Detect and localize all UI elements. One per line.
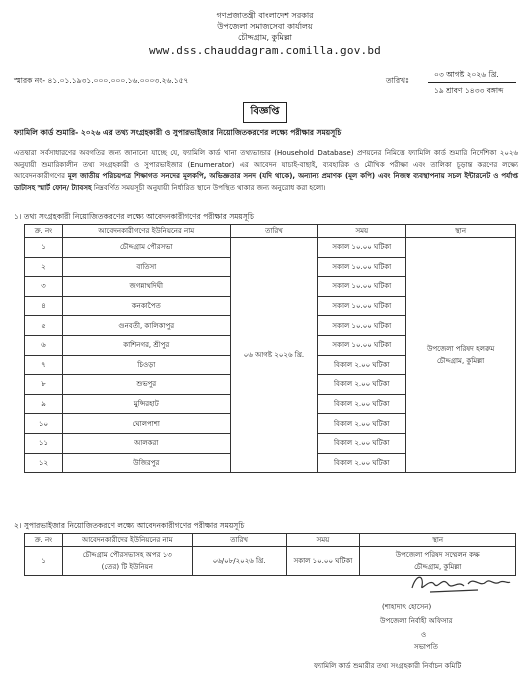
- cell-serial: ১১: [25, 433, 63, 453]
- cell-venue-line1: উপজেলা পরিষদ সম্মেলন কক্ষ: [395, 551, 480, 559]
- cell-union: চিওড়া: [62, 355, 230, 375]
- memo-number: স্মারক নং- ৪১.০১.১৯৩১.০০০.০০০.১৬.০০০৩.২৬.১৫৭: [14, 76, 189, 85]
- section1-title: ১। তথ্য সংগ্রহকারী নিয়োজিতকরণের লক্ষ্যে আবেদনকারীগণের পরীক্ষার সময়সূচি: [14, 212, 255, 221]
- cell-date: ০৬/০৮/২০২৬ খ্রি.: [192, 547, 286, 576]
- cell-serial: ১: [25, 238, 63, 258]
- cell-time: সকাল ১০.০০ ঘটিকা: [318, 277, 406, 297]
- paragraph-part1: এতদ্বারা সর্বসাধারণের অবগতির জন্য জানানো যাচ্ছে যে, ফ্যামিলি কার্ড খানা তথ্যভান্ডার (Household Database) প্রণয়নের নিমিত্তে ফ্যামিলি কার্ড শুমারি নির্দেশিকা ২০২৬ অনুযায়ী শুমারিকালীন তথ্য সংগ্রহকারী ও সুপারভাইজার (Enumerator) এর আবেদন যাচাই-বাছাই, ব্যবহারিক ও মৌখিক পরীক্ষা এবং তালিকা চূড়ান্ত করণের লক্ষ্যে আবেদনকারীগণের: [14, 149, 518, 180]
- col-header-venue: স্থান: [360, 534, 516, 547]
- notice-title-wrap: [0, 99, 530, 123]
- table-header-row: [25, 225, 516, 238]
- cell-union: কনকাপৈত: [62, 296, 230, 316]
- signatory-committee: ফ্যামিলি কার্ড শুমারীর তথ্য সংগ্রহকারী নির্বাচন কমিটি: [314, 662, 462, 670]
- table-header-row: [25, 534, 516, 547]
- cell-union: বাতিসা: [62, 257, 230, 277]
- cell-venue: [406, 238, 516, 473]
- office-location: চৌদ্দগ্রাম, কুমিল্লা: [238, 33, 292, 42]
- cell-time: সকাল ১০.০০ ঘটিকা: [318, 296, 406, 316]
- cell-time: সকাল ১০.০০ ঘটিকা: [318, 316, 406, 336]
- paragraph-bold-requirements: মূল জাতীয় পরিচয়পত্র শিক্ষাগত সনদের মূলকপি, অভিজ্ঞতার সনদ (যদি থাকে), অন্যান্য প্রমাণক (মূল কপি) এবং নিজস্ব ব্যবস্থাপনায় সচল ইন্টারনেট ও পর্যাপ্ত ডাটাসহ স্মার্ট ফোন/ ট্যাবসহ: [14, 172, 518, 192]
- cell-union-line2: (তের) টি ইউনিয়ন: [101, 563, 153, 571]
- cell-union: শুভপুর: [62, 375, 230, 395]
- col-header-union: আবেদনকারীগণের ইউনিয়নের নাম: [62, 225, 230, 238]
- cell-venue-line2: চৌদ্দগ্রাম, কুমিল্লা: [414, 563, 462, 571]
- cell-union: গুনবতী, কালিকাপুর: [62, 316, 230, 336]
- website-url[interactable]: www.dss.chauddagram.comilla.gov.bd: [149, 44, 381, 57]
- cell-serial: ১২: [25, 453, 63, 473]
- cell-venue-line1: উপজেলা পরিষদ হলরুম: [426, 345, 495, 354]
- col-header-serial: ক্র. নং: [25, 225, 63, 238]
- col-header-date: তারিখ: [192, 534, 286, 547]
- col-header-serial: ক্র. নং: [25, 534, 63, 547]
- cell-time: বিকাল ২.০০ ঘটিকা: [318, 394, 406, 414]
- cell-serial: ৭: [25, 355, 63, 375]
- date-divider: [428, 82, 516, 83]
- cell-time: বিকাল ২.০০ ঘটিকা: [318, 433, 406, 453]
- cell-serial: ৮: [25, 375, 63, 395]
- cell-venue-line2: চৌদ্দগ্রাম, কুমিল্লা: [436, 357, 485, 366]
- col-header-union: আবেদনকারীদের ইউনিয়নের নাম: [62, 534, 192, 547]
- signatory-designation: উপজেলা নির্বাহী অফিসার: [380, 617, 453, 625]
- cell-union: [62, 547, 192, 576]
- cell-serial: ১০: [25, 414, 63, 434]
- cell-union: ঘোলপাশা: [62, 414, 230, 434]
- section2-title: ২। সুপারভাইজার নিয়োজিতকরণে লক্ষ্যে আবেদনকারীগণের পরীক্ষার সময়সূচি: [14, 521, 245, 530]
- enumerator-schedule-table: [24, 224, 516, 473]
- cell-date: ০৬ আগষ্ট ২০২৬ খ্রি.: [230, 238, 318, 473]
- notice-subject: ফ্যামিলি কার্ড শুমারি- ২০২৬ এর তথ্য সংগ্রহকারী ও সুপারভাইজার নিয়োজিতকরণের লক্ষ্যে পরীক্ষার সময়সূচি: [14, 128, 342, 137]
- cell-serial: ৯: [25, 394, 63, 414]
- signatory-conjunction: ও: [421, 631, 427, 639]
- cell-time: বিকাল ২.০০ ঘটিকা: [318, 375, 406, 395]
- table-row: [25, 238, 516, 258]
- cell-time: বিকাল ২.০০ ঘটিকা: [318, 414, 406, 434]
- cell-time: সকাল ১০.০০ ঘটিকা: [286, 547, 360, 576]
- cell-serial: ১: [25, 547, 63, 576]
- govt-title: গণপ্রজাতন্ত্রী বাংলাদেশ সরকার: [216, 11, 314, 20]
- col-header-time: সময়: [318, 225, 406, 238]
- cell-serial: ২: [25, 257, 63, 277]
- cell-serial: ৪: [25, 296, 63, 316]
- cell-time: বিকাল ২.০০ ঘটিকা: [318, 453, 406, 473]
- notice-paragraph: [14, 148, 518, 194]
- cell-time: বিকাল ২.০০ ঘটিকা: [318, 355, 406, 375]
- signatory-name: (শাহাদাৎ হোসেন): [382, 603, 432, 611]
- cell-serial: ৩: [25, 277, 63, 297]
- office-name: উপজেলা সমাজসেবা কার্যালয়: [217, 22, 313, 31]
- date-label: তারিখঃ: [386, 76, 409, 85]
- cell-union: জগন্নাথদিঘী: [62, 277, 230, 297]
- date-bangla: ১৯ শ্রাবণ ১৪৩৩ বঙ্গাব্দ: [434, 86, 504, 95]
- cell-serial: ৫: [25, 316, 63, 336]
- notice-title: বিজ্ঞপ্তি: [243, 102, 286, 123]
- col-header-venue: স্থান: [406, 225, 516, 238]
- date-gregorian: ০৩ আগষ্ট ২০২৬ খ্রি.: [434, 70, 499, 79]
- cell-union: আলকরা: [62, 433, 230, 453]
- cell-union: মুন্সিরহাট: [62, 394, 230, 414]
- cell-union: উজিরপুর: [62, 453, 230, 473]
- cell-union: চৌদ্দগ্রাম পৌরসভা: [62, 238, 230, 258]
- handwritten-signature: [408, 570, 513, 596]
- cell-union: কাশিনগর, শ্রীপুর: [62, 335, 230, 355]
- cell-time: সকাল ১০.০০ ঘটিকা: [318, 238, 406, 258]
- cell-time: সকাল ১০.০০ ঘটিকা: [318, 257, 406, 277]
- paragraph-part2: নিম্নবর্ণিত সময়সূচী অনুযায়ী নির্ধারিত স্থানে উপস্থিত থাকার জন্য অনুরোধ করা হলো।: [91, 183, 326, 192]
- col-header-date: তারিখ: [230, 225, 318, 238]
- signatory-role: সভাপতি: [414, 643, 438, 651]
- col-header-time: সময়: [286, 534, 360, 547]
- cell-time: সকাল ১০.০০ ঘটিকা: [318, 335, 406, 355]
- cell-union-line1: চৌদ্দগ্রাম পৌরসভাসহ অপর ১৩: [82, 551, 172, 559]
- cell-serial: ৬: [25, 335, 63, 355]
